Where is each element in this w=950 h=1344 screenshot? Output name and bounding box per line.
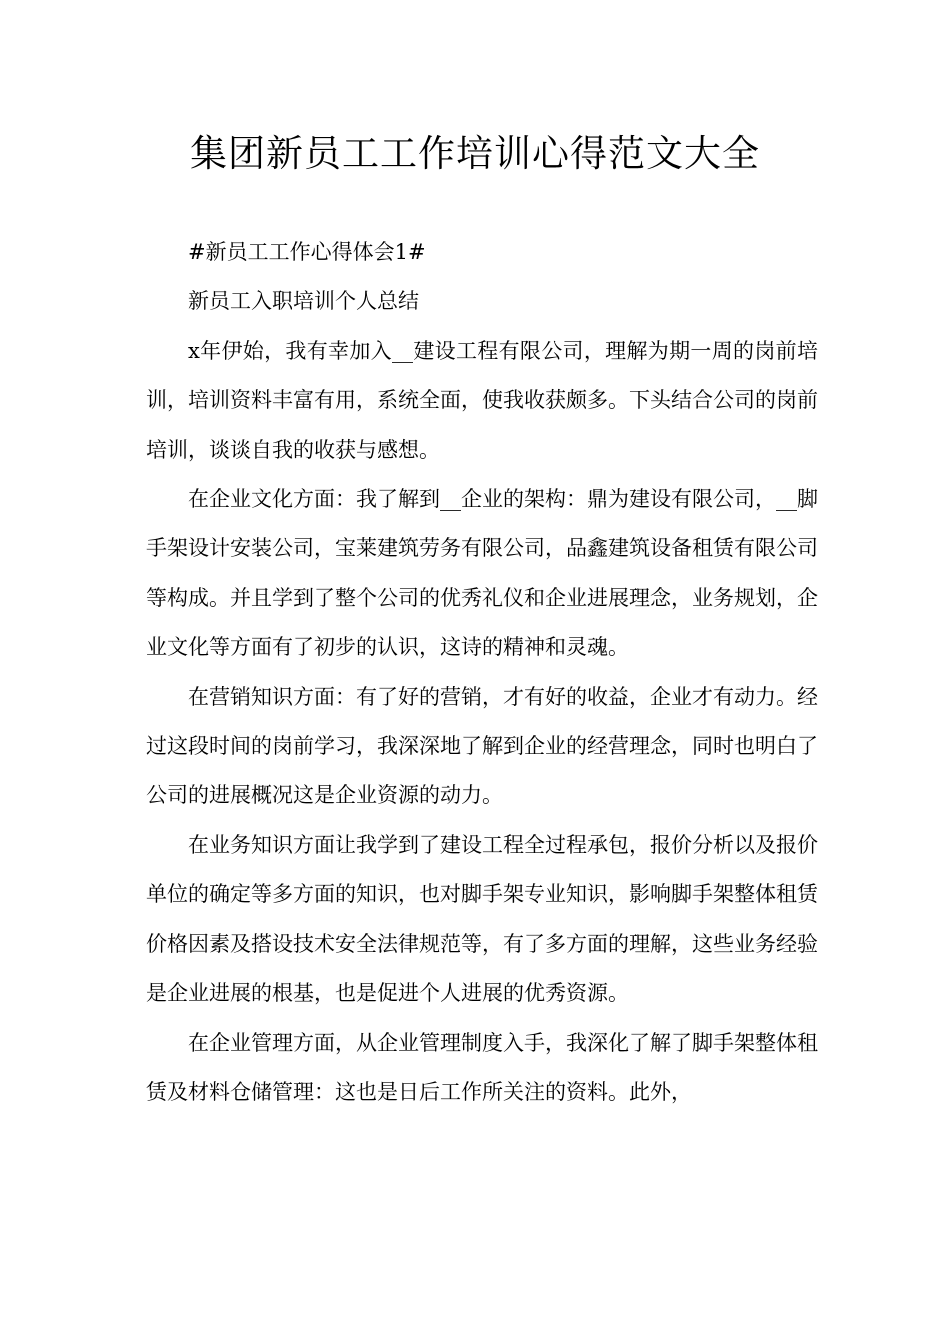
paragraph-marketing: 在营销知识方面：有了好的营销，才有好的收益，企业才有动力。经过这段时间的岗前学习，我深深地了解到企业的经营理念，同时也明白了公司的进展概况这是企业资源的动力。 [146, 684, 818, 808]
document-title: 集团新员工工作培训心得范文大全 [190, 132, 760, 175]
paragraph-management: 在企业管理方面，从企业管理制度入手，我深化了解了脚手架整体租赁及材料仓储管理：这也是日后工作所关注的资料。此外， [146, 1030, 818, 1104]
section-heading: #新员工工作心得体会1# [188, 240, 426, 264]
paragraph-business: 在业务知识方面让我学到了建设工程全过程承包，报价分析以及报价单位的确定等多方面的知识，也对脚手架专业知识，影响脚手架整体租赁价格因素及搭设技术安全法律规范等，有了多方面的理解，这些业务经验是企业进展的根基，也是促进个人进展的优秀资源。 [146, 832, 818, 1006]
paragraph-culture: 在企业文化方面：我了解到__企业的架构：鼎为建设有限公司，__脚手架设计安装公司，宝莱建筑劳务有限公司，品鑫建筑设备租赁有限公司等构成。并且学到了整个公司的优秀礼仪和企业进展理念，业务规划，企业文化等方面有了初步的认识，这诗的精神和灵魂。 [146, 487, 818, 660]
document-body [146, 228, 818, 1117]
subtitle: 新员工入职培训个人总结 [188, 289, 419, 314]
paragraph-intro: x年伊始，我有幸加入__建设工程有限公司，理解为期一周的岗前培训，培训资料丰富有用，系统全面，使我收获颇多。下头结合公司的岗前培训，谈谈自我的收获与感想。 [146, 338, 818, 462]
